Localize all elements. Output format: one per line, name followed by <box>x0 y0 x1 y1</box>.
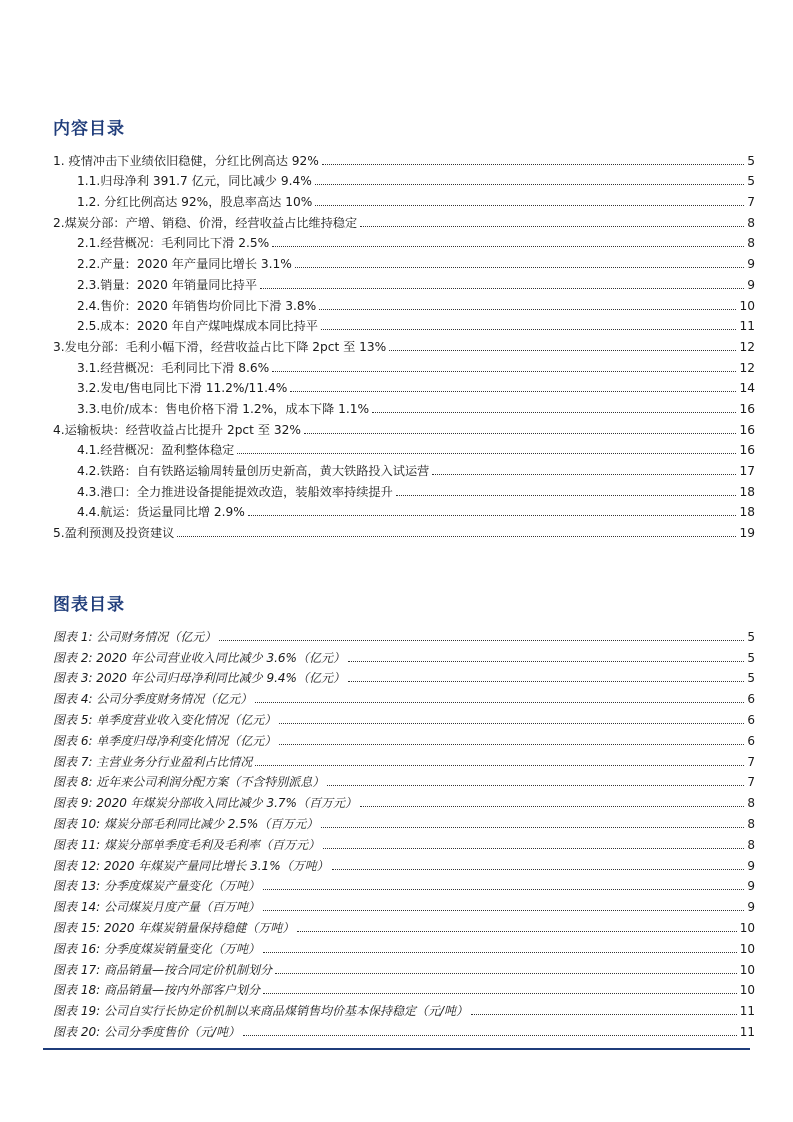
figure-entry-page-number: 7 <box>747 754 755 769</box>
figure-entry-text: 图表 13: 分季度煤炭产量变化（万吨） <box>53 879 260 894</box>
figure-entry[interactable] <box>53 894 755 915</box>
dot-leader <box>279 744 744 745</box>
figure-entry-text: 图表 16: 分季度煤炭销量变化（万吨） <box>53 941 260 956</box>
toc-entry-text: 4.1.经营概况：盈利整体稳定 <box>77 443 235 458</box>
figure-entry-text: 图表 3: 2020 年公司归母净利同比减少 9.4%（亿元） <box>53 671 345 686</box>
dot-leader <box>304 433 737 434</box>
toc-entry-page-number: 9 <box>747 277 755 292</box>
dot-leader <box>327 785 744 786</box>
toc-entry[interactable] <box>53 334 755 355</box>
toc-entry-page-number: 17 <box>739 464 755 478</box>
figure-entry[interactable] <box>53 874 755 895</box>
dot-leader <box>290 391 736 392</box>
toc-entry-text: 3.1.经营概况：毛利同比下滑 8.6% <box>77 360 270 375</box>
figure-entry[interactable] <box>53 936 755 957</box>
figure-list-title: 图表目录 <box>53 595 125 615</box>
toc-entry-text: 4.4.航运：货运量同比增 2.9% <box>77 505 245 520</box>
figure-entry-page-number: 5 <box>747 650 755 665</box>
figure-entry-page-number: 6 <box>747 712 755 727</box>
dot-leader <box>263 952 737 953</box>
toc-entry-page-number: 12 <box>739 360 755 375</box>
toc-entry-page-number: 7 <box>747 195 755 210</box>
toc-entry-page-number: 19 <box>739 526 755 541</box>
figure-entry-page-number: 10 <box>739 983 755 998</box>
dot-leader <box>389 350 736 351</box>
dot-leader <box>321 827 744 828</box>
toc-entry-text: 1.2. 分红比例高达 92%，股息率高达 10% <box>77 195 313 210</box>
dot-leader <box>219 640 744 641</box>
figure-entry-page-number: 9 <box>747 900 755 915</box>
dot-leader <box>275 973 737 974</box>
dot-leader <box>263 889 744 890</box>
dot-leader <box>332 869 745 870</box>
toc-entry-page-number: 8 <box>747 236 755 251</box>
toc-entry[interactable] <box>53 438 755 459</box>
dot-leader <box>360 226 744 227</box>
toc-entry[interactable] <box>53 272 755 293</box>
dot-leader <box>360 806 744 807</box>
dot-leader <box>396 495 737 496</box>
toc-entry-text: 5.盈利预测及投资建议 <box>53 526 175 541</box>
toc-entry[interactable] <box>53 293 755 314</box>
dot-leader <box>248 515 737 516</box>
footer-rule <box>43 1048 750 1050</box>
dot-leader <box>260 288 744 289</box>
toc-entry-text: 2.4.售价：2020 年销售均价同比下滑 3.8% <box>77 298 317 313</box>
dot-leader <box>263 993 737 994</box>
figure-entry-text: 图表 11: 煤炭分部单季度毛利及毛利率（百万元） <box>53 837 320 852</box>
figure-entry-text: 图表 1: 公司财务情况（亿元） <box>53 629 217 644</box>
toc-entry[interactable] <box>53 417 755 438</box>
toc-entry-text: 1. 疫情冲击下业绩依旧稳健，分红比例高达 92% <box>53 153 319 168</box>
toc-entry-text: 3.发电分部：毛利小幅下滑，经营收益占比下降 2pct 至 13% <box>53 339 387 354</box>
figure-entry-page-number: 5 <box>747 629 755 644</box>
figure-entry-text: 图表 5: 单季度营业收入变化情况（亿元） <box>53 712 277 727</box>
dot-leader <box>255 702 744 703</box>
dot-leader <box>237 453 736 454</box>
figure-entry-page-number: 10 <box>739 962 755 977</box>
toc-entry-page-number: 16 <box>739 422 755 437</box>
toc-entry[interactable] <box>53 500 755 521</box>
dot-leader <box>315 184 744 185</box>
toc-entry-text: 3.3.电价/成本：售电价格下滑 1.2%，成本下降 1.1% <box>77 401 370 416</box>
figure-entry-text: 图表 20: 公司分季度售价（元/吨） <box>53 1024 240 1039</box>
dot-leader <box>323 848 744 849</box>
toc-list <box>53 148 755 541</box>
toc-entry-text: 2.1.经营概况：毛利同比下滑 2.5% <box>77 236 270 251</box>
figure-entry-page-number: 8 <box>747 796 755 811</box>
dot-leader <box>348 681 744 682</box>
figure-entry-text: 图表 9: 2020 年煤炭分部收入同比减少 3.7%（百万元） <box>53 796 357 811</box>
dot-leader <box>372 412 736 413</box>
toc-entry-text: 3.2.发电/售电同比下滑 11.2%/11.4% <box>77 381 288 396</box>
figure-entry-page-number: 11 <box>739 1024 755 1039</box>
toc-entry[interactable] <box>53 148 755 169</box>
dot-leader <box>471 1014 737 1015</box>
figure-entry[interactable] <box>53 686 755 707</box>
toc-entry-page-number: 16 <box>739 443 755 458</box>
figure-entry[interactable] <box>53 978 755 999</box>
toc-entry[interactable] <box>53 376 755 397</box>
figure-entry-page-number: 11 <box>739 1004 755 1019</box>
figure-entry[interactable] <box>53 998 755 1019</box>
dot-leader <box>321 329 737 330</box>
figure-entry-page-number: 6 <box>747 733 755 748</box>
figure-entry-page-number: 10 <box>739 920 755 935</box>
figure-entry[interactable] <box>53 832 755 853</box>
figure-entry-text: 图表 19: 公司自实行长协定价机制以来商品煤销售均价基本保持稳定（元/吨） <box>53 1004 468 1019</box>
figure-entry-text: 图表 12: 2020 年煤炭产量同比增长 3.1%（万吨） <box>53 858 329 873</box>
figure-entry-text: 图表 15: 2020 年煤炭销量保持稳健（万吨） <box>53 920 295 935</box>
toc-entry[interactable] <box>53 479 755 500</box>
figure-entry[interactable] <box>53 749 755 770</box>
toc-entry-text: 4.运输板块：经营收益占比提升 2pct 至 32% <box>53 422 301 437</box>
figure-entry[interactable] <box>53 770 755 791</box>
figure-entry-page-number: 9 <box>747 858 755 873</box>
dot-leader <box>177 536 736 537</box>
toc-entry[interactable] <box>53 210 755 231</box>
figure-entry-page-number: 10 <box>739 941 755 956</box>
dot-leader <box>255 765 744 766</box>
figure-entry-text: 图表 6: 单季度归母净利变化情况（亿元） <box>53 733 277 748</box>
figure-entry[interactable] <box>53 624 755 645</box>
toc-title: 内容目录 <box>53 119 125 139</box>
figure-entry-text: 图表 8: 近年来公司利润分配方案（不含特别派息） <box>53 775 325 790</box>
figure-entry[interactable] <box>53 1019 755 1040</box>
dot-leader <box>348 661 744 662</box>
figure-entry[interactable] <box>53 790 755 811</box>
toc-entry-page-number: 12 <box>739 339 755 354</box>
toc-entry-page-number: 18 <box>739 484 755 499</box>
toc-entry[interactable] <box>53 314 755 335</box>
dot-leader <box>432 474 736 475</box>
toc-entry[interactable] <box>53 355 755 376</box>
toc-entry[interactable] <box>53 189 755 210</box>
figure-entry[interactable] <box>53 728 755 749</box>
toc-entry-page-number: 10 <box>739 298 755 313</box>
toc-entry-page-number: 5 <box>747 153 755 168</box>
toc-entry-page-number: 18 <box>739 505 755 520</box>
figure-entry-page-number: 6 <box>747 692 755 707</box>
figure-entry-page-number: 8 <box>747 816 755 831</box>
dot-leader <box>322 164 744 165</box>
figure-entry-page-number: 5 <box>747 671 755 686</box>
toc-entry-text: 2.煤炭分部：产增、销稳、价滑，经营收益占比维持稳定 <box>53 215 358 230</box>
figure-entry-text: 图表 10: 煤炭分部毛利同比减少 2.5%（百万元） <box>53 816 319 831</box>
toc-entry-page-number: 5 <box>747 174 755 189</box>
dot-leader <box>243 1035 737 1036</box>
toc-entry-text: 2.3.销量：2020 年销量同比持平 <box>77 277 258 292</box>
toc-entry-text: 4.2.铁路：自有铁路运输周转量创历史新高，黄大铁路投入试运营 <box>77 464 430 478</box>
figure-entry-text: 图表 14: 公司煤炭月度产量（百万吨） <box>53 900 260 915</box>
figure-entry-page-number: 9 <box>747 879 755 894</box>
toc-entry-page-number: 11 <box>739 319 755 334</box>
toc-entry-text: 1.1.归母净利 391.7 亿元，同比减少 9.4% <box>77 174 312 189</box>
toc-entry-page-number: 14 <box>739 381 755 396</box>
toc-entry[interactable] <box>53 520 755 541</box>
dot-leader <box>263 910 744 911</box>
figure-entry-text: 图表 2: 2020 年公司营业收入同比减少 3.6%（亿元） <box>53 650 345 665</box>
figure-entry[interactable] <box>53 707 755 728</box>
toc-entry-page-number: 8 <box>747 215 755 230</box>
toc-entry[interactable] <box>53 396 755 417</box>
toc-entry[interactable] <box>53 231 755 252</box>
dot-leader <box>297 931 736 932</box>
figure-entry[interactable] <box>53 957 755 978</box>
toc-entry[interactable] <box>53 169 755 190</box>
dot-leader <box>295 267 744 268</box>
dot-leader <box>279 723 744 724</box>
toc-entry[interactable] <box>53 251 755 272</box>
dot-leader <box>315 205 744 206</box>
figure-entry-text: 图表 7: 主营业务分行业盈利占比情况 <box>53 754 253 769</box>
figure-entry[interactable] <box>53 666 755 687</box>
figure-entry[interactable] <box>53 915 755 936</box>
figure-entry-page-number: 8 <box>747 837 755 852</box>
figure-entry-page-number: 7 <box>747 775 755 790</box>
figure-entry[interactable] <box>53 811 755 832</box>
figure-entry-text: 图表 18: 商品销量—按内外部客户划分 <box>53 983 260 998</box>
figure-entry-text: 图表 17: 商品销量—按合同定价机制划分 <box>53 962 272 977</box>
figure-entry-text: 图表 4: 公司分季度财务情况（亿元） <box>53 692 253 707</box>
dot-leader <box>272 371 736 372</box>
toc-entry-page-number: 16 <box>739 401 755 416</box>
dot-leader <box>319 309 736 310</box>
figure-entry[interactable] <box>53 853 755 874</box>
figure-entry[interactable] <box>53 645 755 666</box>
toc-entry-text: 2.5.成本：2020 年自产煤吨煤成本同比持平 <box>77 319 318 334</box>
toc-entry-text: 2.2.产量：2020 年产量同比增长 3.1% <box>77 257 292 272</box>
figure-list <box>53 624 755 1040</box>
toc-entry-text: 4.3.港口：全力推进设备提能提效改造，装船效率持续提升 <box>77 484 393 499</box>
toc-entry[interactable] <box>53 458 755 479</box>
dot-leader <box>272 246 744 247</box>
toc-entry-page-number: 9 <box>747 257 755 272</box>
